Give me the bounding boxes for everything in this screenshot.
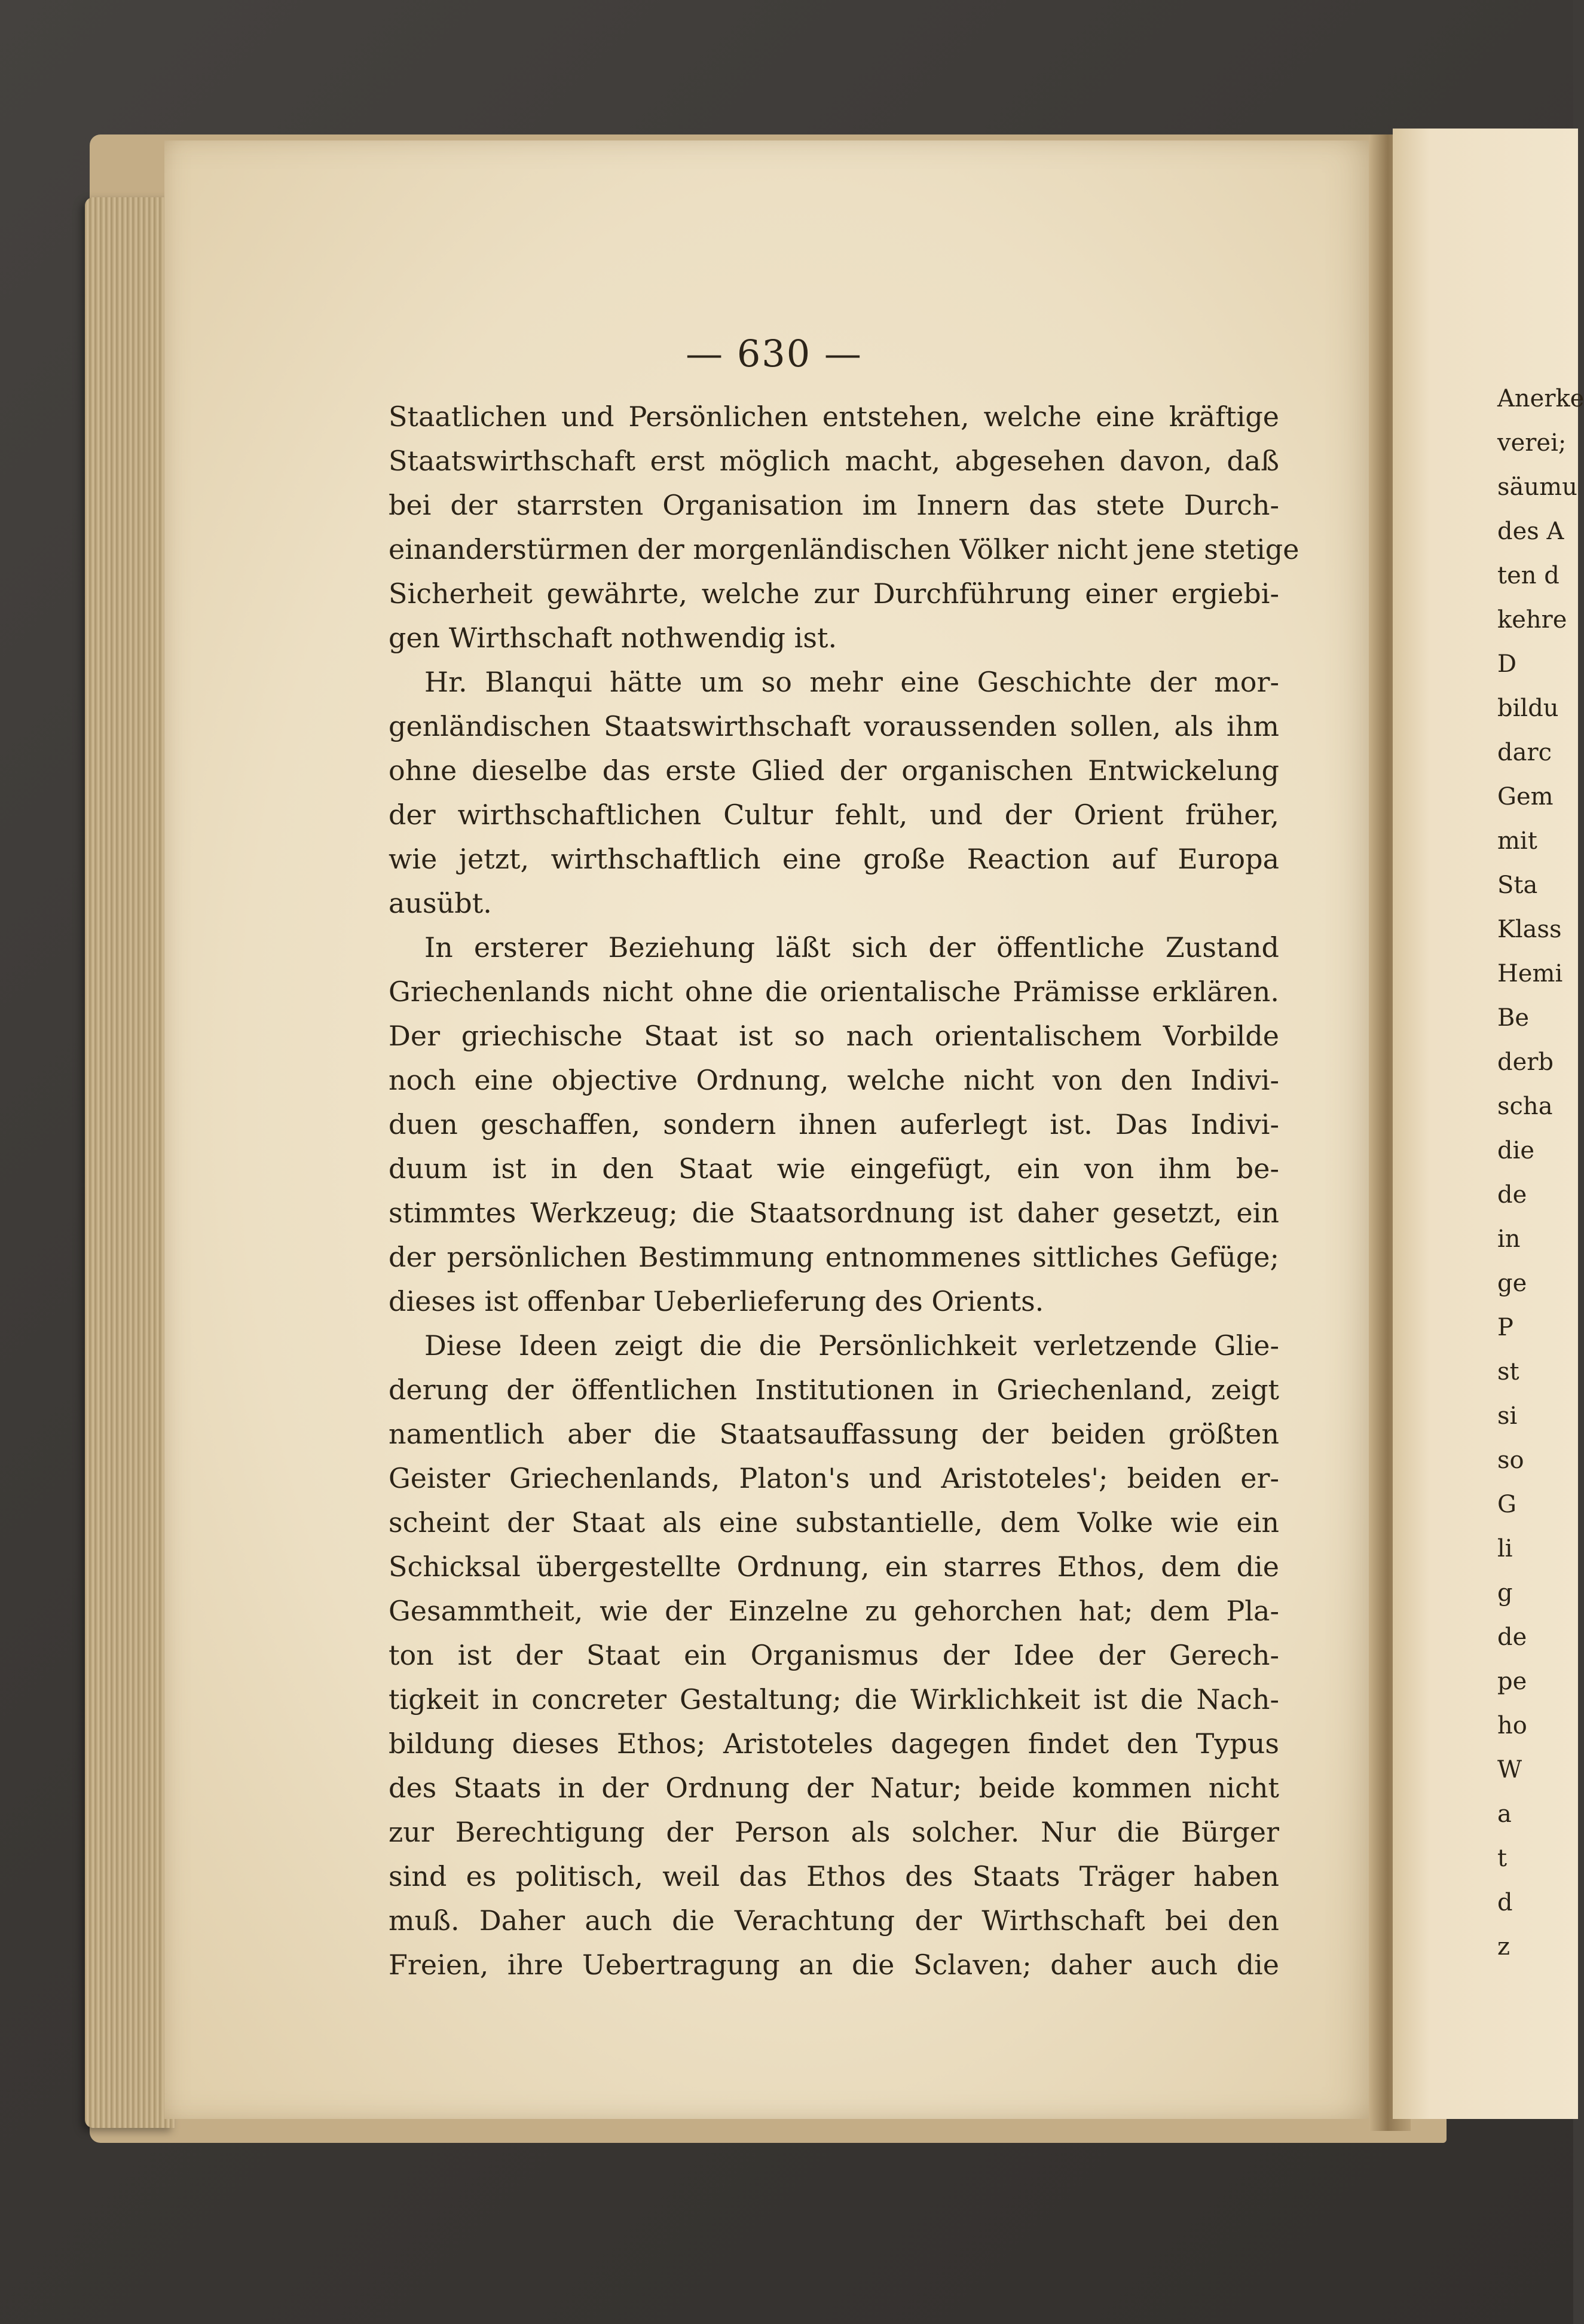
facing-page-fragment: bildu: [1497, 695, 1559, 722]
text-line: bildung dieses Ethos; Aristoteles dagegen findet den Typus: [389, 1727, 1279, 1760]
text-line: ohne dieselbe das erste Glied der organischen Entwickelung: [389, 754, 1279, 787]
text-line: wie jetzt, wirthschaftlich eine große Reaction auf Europa: [389, 843, 1279, 875]
facing-page-fragment: P: [1497, 1314, 1513, 1341]
text-line: namentlich aber die Staatsauffassung der beiden größten: [389, 1418, 1279, 1450]
facing-page-fragment: die: [1497, 1137, 1535, 1164]
text-line: Gesammtheit, wie der Einzelne zu gehorchen hat; dem Pla-: [389, 1595, 1279, 1627]
facing-page-fragment: kehre: [1497, 606, 1567, 634]
facing-page-fragment: scha: [1497, 1093, 1553, 1120]
text-line: des Staats in der Ordnung der Natur; beide kommen nicht: [389, 1772, 1279, 1804]
text-line: genländischen Staatswirthschaft voraussenden sollen, als ihm: [389, 710, 1279, 742]
facing-page-fragment: z: [1497, 1933, 1510, 1961]
text-line: Geister Griechenlands, Platon's und Aristoteles'; beiden er-: [389, 1462, 1279, 1494]
text-line: sind es politisch, weil das Ethos des Staats Träger haben: [389, 1860, 1279, 1892]
facing-page-fragment: Klass: [1497, 916, 1562, 943]
text-line: noch eine objective Ordnung, welche nicht von den Indivi-: [389, 1064, 1279, 1096]
facing-page-fragment: des A: [1497, 518, 1564, 545]
facing-page-fragment: a: [1497, 1800, 1512, 1828]
text-line: Diese Ideen zeigt die die Persönlichkeit verletzende Glie-: [424, 1329, 1279, 1362]
facing-page-fragment: mit: [1497, 827, 1537, 855]
text-line: Der griechische Staat ist so nach orientalischem Vorbilde: [389, 1020, 1279, 1052]
text-line: einanderstürmen der morgenländischen Völker nicht jene stetige: [389, 533, 1299, 565]
facing-page-fragment: Sta: [1497, 872, 1538, 899]
facing-page-fragment: in: [1497, 1225, 1521, 1253]
facing-page-fragment: de: [1497, 1181, 1527, 1209]
text-line: duen geschaffen, sondern ihnen auferlegt ist. Das Indivi-: [389, 1108, 1279, 1140]
text-line: Schicksal übergestellte Ordnung, ein starres Ethos, dem die: [389, 1551, 1279, 1583]
facing-page-fragment: so: [1497, 1447, 1524, 1474]
text-line: Griechenlands nicht ohne die orientalische Prämisse erklären.: [389, 976, 1279, 1008]
text-line: Freien, ihre Uebertragung an die Sclaven; daher auch die: [389, 1949, 1279, 1981]
page-edges: [85, 197, 175, 2128]
facing-page-fragment: ho: [1497, 1712, 1527, 1739]
text-line: In ersterer Beziehung läßt sich der öffentliche Zustand: [424, 931, 1279, 964]
facing-page-fragment: G: [1497, 1491, 1516, 1518]
text-line: scheint der Staat als eine substantielle, dem Volke wie ein: [389, 1506, 1279, 1539]
facing-page-fragment: li: [1497, 1535, 1513, 1562]
text-line: ton ist der Staat ein Organismus der Idee der Gerech-: [389, 1639, 1279, 1671]
facing-page-fragment: d: [1497, 1889, 1513, 1916]
facing-page-fragment: Hemi: [1497, 960, 1563, 987]
text-line: zur Berechtigung der Person als solcher. Nur die Bürger: [389, 1816, 1279, 1848]
facing-page-fragment: säumu: [1497, 473, 1577, 501]
text-line: dieses ist offenbar Ueberlieferung des Orients.: [389, 1285, 1044, 1317]
text-line: Staatswirthschaft erst möglich macht, abgesehen davon, daß: [389, 445, 1279, 477]
text-line: ausübt.: [389, 887, 492, 919]
facing-page-fragment: W: [1497, 1756, 1522, 1784]
text-line: Hr. Blanqui hätte um so mehr eine Geschichte der mor-: [424, 666, 1279, 698]
text-line: stimmtes Werkzeug; die Staatsordnung ist daher gesetzt, ein: [389, 1197, 1279, 1229]
text-line: Sicherheit gewährte, welche zur Durchführung einer ergiebi-: [389, 577, 1279, 610]
text-line: der persönlichen Bestimmung entnommenes sittliches Gefüge;: [389, 1241, 1279, 1273]
text-line: derung der öffentlichen Institutionen in Griechenland, zeigt: [389, 1374, 1279, 1406]
facing-page-fragment: verei;: [1497, 429, 1567, 457]
facing-page-fragment: g: [1497, 1579, 1513, 1607]
facing-page-fragment: ten d: [1497, 562, 1559, 589]
facing-page-fragment: st: [1497, 1358, 1519, 1386]
text-line: der wirthschaftlichen Cultur fehlt, und der Orient früher,: [389, 799, 1279, 831]
facing-page-fragments: [1497, 377, 1584, 1969]
text-line: gen Wirthschaft nothwendig ist.: [389, 622, 837, 654]
text-line: duum ist in den Staat wie eingefügt, ein von ihm be-: [389, 1152, 1279, 1185]
text-line: muß. Daher auch die Verachtung der Wirthschaft bei den: [389, 1904, 1279, 1937]
facing-page-fragment: Gem: [1497, 783, 1554, 811]
facing-page-fragment: si: [1497, 1402, 1518, 1430]
facing-page-fragment: Be: [1497, 1004, 1530, 1032]
text-line: bei der starrsten Organisation im Innern das stete Durch-: [389, 489, 1279, 521]
facing-page-fragment: pe: [1497, 1668, 1527, 1695]
facing-page-fragment: Anerke: [1497, 385, 1584, 412]
facing-page-fragment: D: [1497, 650, 1517, 678]
page-number: — 630 —: [686, 332, 863, 375]
text-line: Staatlichen und Persönlichen entstehen, welche eine kräftige: [389, 400, 1279, 433]
facing-page-fragment: ge: [1497, 1270, 1527, 1297]
facing-page-fragment: t: [1497, 1845, 1507, 1872]
facing-page-fragment: de: [1497, 1623, 1527, 1651]
page-body-text: [389, 395, 1299, 1987]
facing-page-fragment: derb: [1497, 1048, 1554, 1076]
facing-page-fragment: darc: [1497, 739, 1552, 766]
text-line: tigkeit in concreter Gestaltung; die Wirklichkeit ist die Nach-: [389, 1683, 1279, 1716]
